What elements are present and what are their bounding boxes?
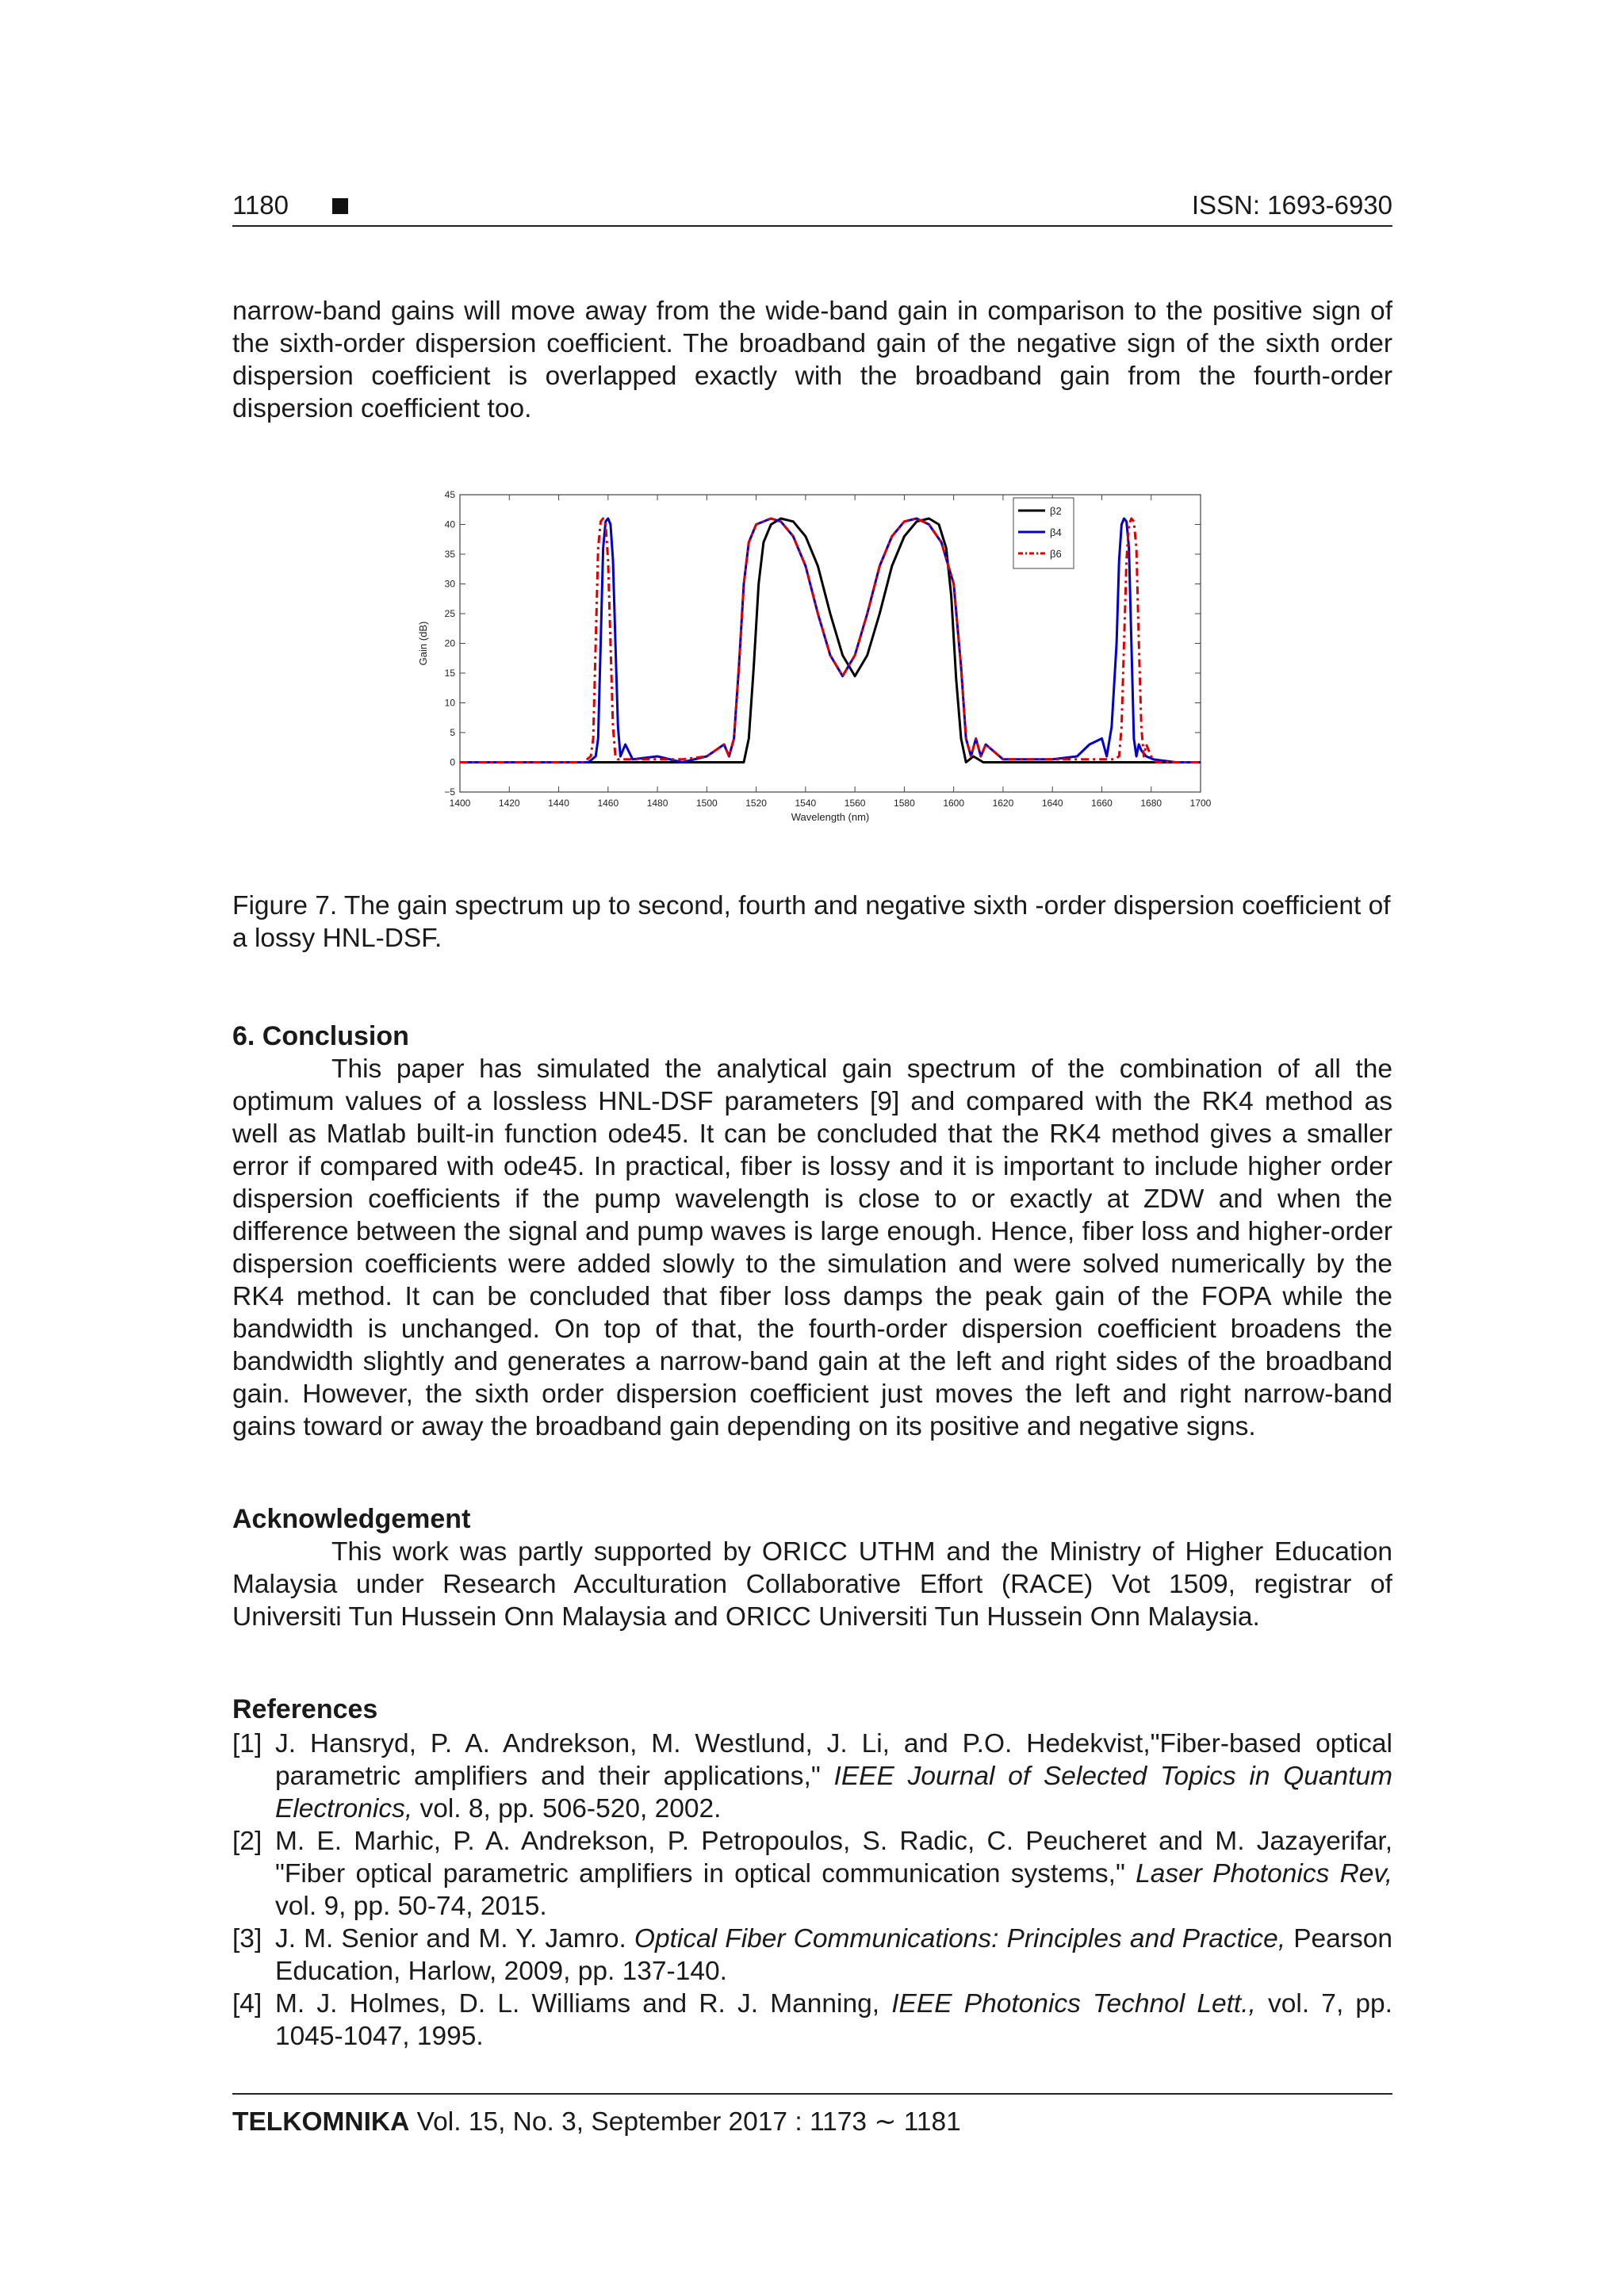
reference-details: vol. 9, pp. 50-74, 2015.: [275, 1892, 547, 1921]
reference-details: Pearson Education, Harlow, 2009, pp. 137-140.: [275, 1924, 1392, 1986]
figure-7: [412, 485, 1221, 858]
conclusion-heading: 6. Conclusion: [232, 1021, 409, 1051]
x-tick-label: 1440: [548, 798, 569, 809]
legend-label: β4: [1050, 526, 1062, 538]
acknowledgement-heading: Acknowledgement: [232, 1504, 471, 1534]
reference-text: M. J. Holmes, D. L. Williams and R. J. Manning,: [275, 1989, 892, 2019]
plot-area: [460, 495, 1201, 792]
x-tick-label: 1460: [597, 798, 619, 809]
reference-text: J. M. Senior and M. Y. Jamro.: [275, 1924, 634, 1954]
reference-source: IEEE Journal of Selected Topics in Quantum Electronics,: [275, 1762, 1392, 1823]
x-tick-label: 1560: [844, 798, 866, 809]
x-tick-label: 1480: [646, 798, 668, 809]
x-tick-label: 1660: [1091, 798, 1113, 809]
figure-caption: Figure 7. The gain spectrum up to second, fourth and negative sixth -order dispersion coefficient of a lossy HNL-DSF.: [232, 891, 1391, 953]
page-number: 1180: [232, 190, 289, 220]
y-tick-label: 10: [444, 697, 455, 709]
reference-details: vol. 8, pp. 506-520, 2002.: [412, 1794, 722, 1823]
gain-spectrum-chart: [412, 485, 1221, 858]
x-axis-label: Wavelength (nm): [791, 811, 870, 823]
y-tick-label: 30: [444, 578, 455, 590]
x-tick-label: 1700: [1189, 798, 1212, 809]
reference-item: [232, 1923, 1392, 1988]
reference-details: vol. 7, pp. 1045-1047, 1995.: [275, 1989, 1392, 2051]
y-tick-label: 25: [444, 608, 455, 619]
y-axis-label: Gain (dB): [417, 621, 429, 666]
x-tick-label: 1420: [498, 798, 520, 809]
x-tick-label: 1580: [894, 798, 915, 809]
y-tick-label: 15: [444, 668, 455, 679]
x-tick-label: 1400: [449, 798, 471, 809]
reference-number: [1]: [232, 1729, 262, 1758]
reference-item: [232, 1988, 1392, 2053]
y-tick-label: 0: [450, 756, 455, 768]
journal-details: Vol. 15, No. 3, September 2017 : 1173 ∼ 1181: [409, 2107, 961, 2137]
reference-source: Laser Photonics Rev,: [1136, 1859, 1392, 1888]
reference-source: IEEE Photonics Technol Lett.,: [891, 1989, 1256, 2019]
journal-name: TELKOMNIKA: [232, 2107, 410, 2137]
reference-text: M. E. Marhic, P. A. Andrekson, P. Petropoulos, S. Radic, C. Peucheret and M. Jazayerifar, "Fiber optical parametric amplifiers in optical communication systems,": [275, 1827, 1392, 1888]
reference-item: [232, 1728, 1392, 1825]
reference-number: [4]: [232, 1989, 262, 2019]
acknowledgement-paragraph: [232, 1536, 1392, 1633]
y-tick-label: 40: [444, 519, 455, 530]
y-tick-label: −5: [444, 786, 455, 798]
x-tick-label: 1640: [1041, 798, 1063, 809]
y-tick-label: 20: [444, 637, 455, 649]
x-tick-label: 1500: [695, 798, 718, 809]
square-bullet-icon: [332, 198, 348, 214]
y-tick-label: 35: [444, 549, 455, 560]
reference-text: J. Hansryd, P. A. Andrekson, M. Westlund, J. Li, and P.O. Hedekvist,"Fiber-based optical parametric amplifiers and their applications,": [275, 1729, 1392, 1791]
reference-number: [3]: [232, 1924, 262, 1954]
y-tick-label: 5: [450, 727, 455, 738]
x-tick-label: 1620: [992, 798, 1014, 809]
intro-paragraph: narrow-band gains will move away from the wide-band gain in comparison to the positive sign of the sixth-order dispersion coefficient. The broadband gain of the negative sign of the sixth order dispersion coefficient is overlapped exactly with the broadband gain from the fourth-order dispersion coefficient too.: [232, 297, 1392, 423]
x-tick-label: 1680: [1140, 798, 1162, 809]
conclusion-paragraph: [232, 1053, 1392, 1443]
x-tick-label: 1600: [943, 798, 965, 809]
reference-item: [232, 1825, 1392, 1923]
issn-label: ISSN: 1693-6930: [1191, 190, 1392, 220]
acknowledgement-text: This work was partly supported by ORICC UTHM and the Ministry of Higher Education Malaysia under Research Acculturation Collaborative Effort (RACE) Vot 1509, registrar of Universiti Tun Hussein Onn Malaysia and ORICC Universiti Tun Hussein Onn Malaysia.: [232, 1537, 1392, 1632]
page-footer: [232, 2093, 1392, 2137]
x-tick-label: 1540: [795, 798, 817, 809]
y-tick-label: 45: [444, 489, 455, 500]
reference-list: [232, 1728, 1392, 2053]
legend-label: β6: [1050, 548, 1062, 560]
reference-source: Optical Fiber Communications: Principles and Practice,: [634, 1924, 1286, 1954]
reference-number: [2]: [232, 1827, 262, 1856]
page-header: [232, 190, 1392, 227]
conclusion-text: This paper has simulated the analytical gain spectrum of the combination of all the optimum values of a lossless HNL-DSF parameters [9] and compared with the RK4 method as well as Matlab built-in function ode45. It can be concluded that the RK4 method gives a smaller error if compared with ode45. In practical, fiber is lossy and it is important to include higher order dispersion coefficients if the pump wavelength is close to or exactly at ZDW and when the difference between the signal and pump waves is large enough. Hence, fiber loss and higher-order dispersion coefficients were added slowly to the simulation and were solved numerically by the RK4 method. It can be concluded that fiber loss damps the peak gain of the FOPA while the bandwidth is unchanged. On top of that, the fourth-order dispersion coefficient broadens the bandwidth slightly and generates a narrow-band gain at the left and right sides of the broadband gain. However, the sixth order dispersion coefficient just moves the left and right narrow-band gains toward or away the broadband gain depending on its positive and negative signs.: [232, 1054, 1392, 1441]
x-tick-label: 1520: [745, 798, 767, 809]
references-heading: References: [232, 1694, 378, 1724]
legend-label: β2: [1050, 505, 1062, 517]
